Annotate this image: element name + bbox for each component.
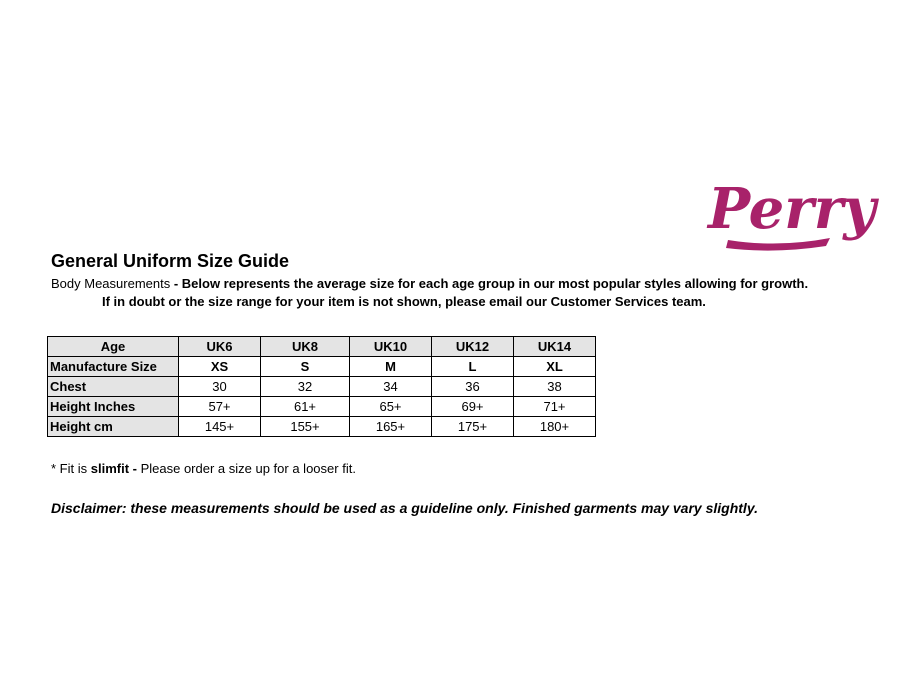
perry-logo <box>704 168 876 260</box>
table-cell: XS <box>179 357 261 377</box>
column-header: UK6 <box>179 337 261 357</box>
fit-note-prefix: * Fit is <box>51 461 91 476</box>
table-cell: 71+ <box>514 397 596 417</box>
table-cell: 180+ <box>514 417 596 437</box>
intro-rest: - Below represents the average size for each age group in our most popular styles allowing for growth. <box>170 276 809 291</box>
table-cell: 34 <box>350 377 432 397</box>
intro-lead: Body Measurements <box>51 276 171 291</box>
table-row <box>48 417 596 437</box>
fit-note-fit: slimfit <box>90 461 130 476</box>
column-header: UK14 <box>514 337 596 357</box>
table-row <box>48 377 596 397</box>
table-cell: 36 <box>432 377 514 397</box>
table-cell: 38 <box>514 377 596 397</box>
table-cell: 69+ <box>432 397 514 417</box>
size-table <box>47 336 596 437</box>
table-cell: 155+ <box>261 417 350 437</box>
intro-line-1 <box>51 276 808 291</box>
fit-note-dash: - <box>129 461 141 476</box>
row-label: Manufacture Size <box>48 357 179 377</box>
column-header: UK8 <box>261 337 350 357</box>
table-cell: 61+ <box>261 397 350 417</box>
column-header: UK10 <box>350 337 432 357</box>
table-cell: M <box>350 357 432 377</box>
row-label: Chest <box>48 377 179 397</box>
table-cell: S <box>261 357 350 377</box>
table-cell: 175+ <box>432 417 514 437</box>
header-label: Age <box>48 337 179 357</box>
row-label: Height Inches <box>48 397 179 417</box>
table-cell: 165+ <box>350 417 432 437</box>
table-cell: XL <box>514 357 596 377</box>
row-label: Height cm <box>48 417 179 437</box>
table-row <box>48 357 596 377</box>
intro-line-2: If in doubt or the size range for your item is not shown, please email our Customer Services team. <box>102 294 706 309</box>
table-cell: 65+ <box>350 397 432 417</box>
table-cell: 32 <box>261 377 350 397</box>
table-row <box>48 397 596 417</box>
column-header: UK12 <box>432 337 514 357</box>
table-cell: 30 <box>179 377 261 397</box>
disclaimer: Disclaimer: these measurements should be used as a guideline only. Finished garments may vary slightly. <box>51 500 758 516</box>
table-cell: 57+ <box>179 397 261 417</box>
table-cell: 145+ <box>179 417 261 437</box>
table-header-row <box>48 337 596 357</box>
fit-note <box>51 461 356 476</box>
page-title: General Uniform Size Guide <box>51 251 290 271</box>
table-cell: L <box>432 357 514 377</box>
svg-text:Perry: Perry <box>708 176 876 242</box>
fit-note-suffix: Please order a size up for a looser fit. <box>140 461 356 476</box>
